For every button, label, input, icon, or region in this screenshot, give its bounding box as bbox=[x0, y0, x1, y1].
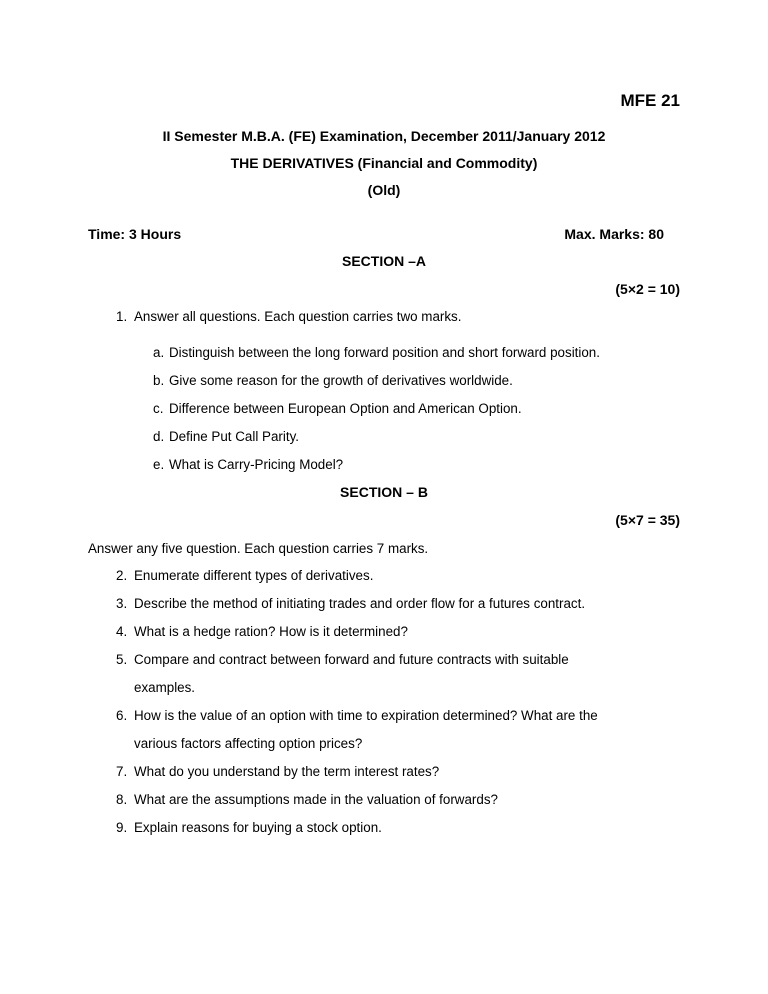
question-7 bbox=[116, 764, 439, 779]
sub-question-d bbox=[153, 429, 299, 444]
question-text: Explain reasons for buying a stock option. bbox=[134, 820, 382, 835]
question-8 bbox=[116, 792, 498, 807]
sub-question-a bbox=[153, 345, 600, 360]
question-text: How is the value of an option with time to expiration determined? What are the bbox=[134, 708, 598, 723]
sub-question-text: Give some reason for the growth of derivatives worldwide. bbox=[169, 373, 513, 388]
question-text: What do you understand by the term interest rates? bbox=[134, 764, 440, 779]
sub-question-letter: b. bbox=[153, 373, 165, 388]
question-number: 3. bbox=[116, 596, 128, 611]
question-number: 9. bbox=[116, 820, 128, 835]
scheme-label: (Old) bbox=[367, 182, 401, 198]
question-number: 4. bbox=[116, 624, 128, 639]
question-text: What are the assumptions made in the valuation of forwards? bbox=[134, 792, 498, 807]
question-5 bbox=[116, 652, 569, 667]
question-number: 5. bbox=[116, 652, 128, 667]
section-b-instruction: Answer any five question. Each question carries 7 marks. bbox=[88, 541, 429, 556]
question-text: Answer all questions. Each question carries two marks. bbox=[134, 309, 462, 324]
question-number: 1. bbox=[116, 309, 128, 324]
section-a-heading: SECTION –A bbox=[341, 253, 426, 269]
sub-question-text: Distinguish between the long forward position and short forward position. bbox=[169, 345, 600, 360]
question-3 bbox=[116, 596, 585, 611]
question-text: Compare and contract between forward and future contracts with suitable bbox=[134, 652, 569, 667]
question-9 bbox=[116, 820, 382, 835]
sub-question-text: Define Put Call Parity. bbox=[169, 429, 299, 444]
question-text: What is a hedge ration? How is it determined? bbox=[134, 624, 408, 639]
question-2 bbox=[116, 568, 373, 583]
question-number: 7. bbox=[116, 764, 128, 779]
sub-question-letter: e. bbox=[153, 457, 165, 472]
sub-question-letter: c. bbox=[153, 401, 164, 416]
sub-question-letter: d. bbox=[153, 429, 165, 444]
question-1 bbox=[116, 309, 461, 324]
question-number: 6. bbox=[116, 708, 128, 723]
sub-question-e bbox=[153, 457, 343, 472]
question-6 bbox=[116, 708, 598, 723]
paper-code: MFE 21 bbox=[620, 91, 680, 110]
question-number: 2. bbox=[116, 568, 128, 583]
question-number: 8. bbox=[116, 792, 128, 807]
section-b-heading: SECTION – B bbox=[340, 484, 428, 500]
subject-title: THE DERIVATIVES (Financial and Commodity) bbox=[230, 155, 538, 171]
exam-title: II Semester M.B.A. (FE) Examination, December 2011/January 2012 bbox=[162, 128, 606, 144]
max-marks: Max. Marks: 80 bbox=[564, 226, 664, 242]
section-a-marks: (5×2 = 10) bbox=[615, 281, 680, 297]
section-b-marks: (5×7 = 35) bbox=[615, 512, 680, 528]
sub-question-text: What is Carry-Pricing Model? bbox=[169, 457, 344, 472]
sub-question-text: Difference between European Option and American Option. bbox=[169, 401, 522, 416]
sub-question-b bbox=[153, 373, 513, 388]
sub-question-c bbox=[153, 401, 522, 416]
question-5-continuation: examples. bbox=[134, 680, 196, 695]
time-allowed: Time: 3 Hours bbox=[88, 226, 182, 242]
question-text: Enumerate different types of derivatives. bbox=[134, 568, 374, 583]
question-text: Describe the method of initiating trades and order flow for a futures contract. bbox=[134, 596, 586, 611]
question-4 bbox=[116, 624, 408, 639]
question-6-continuation: various factors affecting option prices? bbox=[134, 736, 363, 751]
sub-question-letter: a. bbox=[153, 345, 165, 360]
